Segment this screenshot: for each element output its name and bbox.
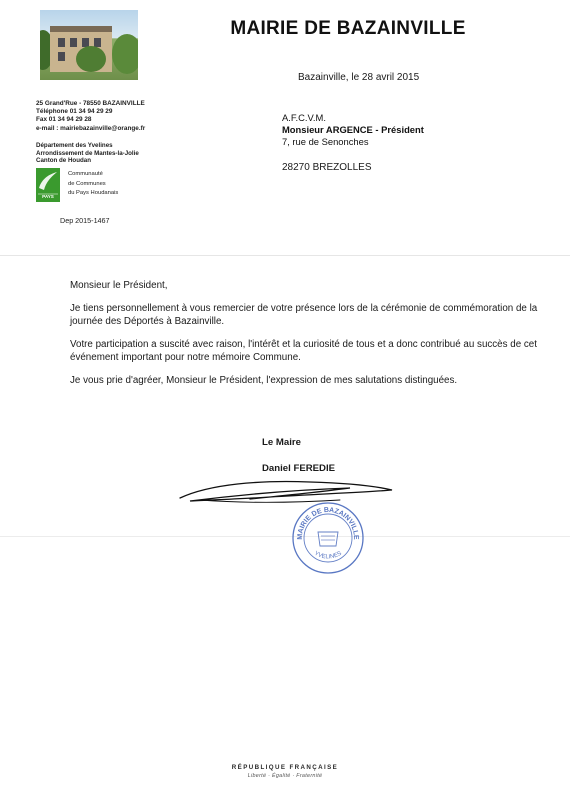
dept-line: Canton de Houdan bbox=[36, 157, 91, 165]
signatory-name: Daniel FEREDIE bbox=[262, 463, 336, 474]
department-info bbox=[36, 142, 139, 165]
signatory-title: Le Maire bbox=[262, 437, 301, 448]
community-info bbox=[68, 170, 118, 199]
fold-line bbox=[0, 536, 570, 537]
logo-label: PAYS bbox=[42, 194, 54, 199]
svg-text:MAIRIE DE BAZAINVILLE bbox=[297, 507, 359, 540]
community-line: Communauté bbox=[68, 171, 103, 177]
stamp-text: MAIRIE DE BAZAINVILLE bbox=[296, 506, 360, 540]
address-line: 25 Grand'Rue - 78550 BAZAINVILLE bbox=[36, 100, 145, 107]
body-paragraph: Je tiens personnellement à vous remercier de votre présence lors de la cérémonie de commémoration de la journée des Déportés à Bazainville. bbox=[70, 303, 538, 327]
sender-address bbox=[36, 100, 145, 133]
recipient-street: 7, rue de Senonches bbox=[282, 136, 369, 147]
footer-motto: Liberté · Égalité · Fraternité bbox=[247, 773, 323, 779]
letter-date: Bazainville, le 28 avril 2015 bbox=[298, 72, 420, 83]
recipient-name: Monsieur ARGENCE - Président bbox=[282, 124, 424, 135]
email-line: e-mail : mairiebazainville@orange.fr bbox=[36, 124, 146, 132]
phone-line: Téléphone 01 34 94 29 29 bbox=[36, 108, 113, 116]
official-stamp-seal bbox=[290, 500, 366, 576]
recipient-city: 28270 BREZOLLES bbox=[282, 162, 372, 173]
dept-line: Arrondissement de Mantes-la-Jolie bbox=[36, 149, 139, 157]
fold-line bbox=[0, 255, 570, 256]
salutation: Monsieur le Président, bbox=[70, 280, 168, 291]
town-hall-photo bbox=[40, 10, 138, 80]
community-line: de Communes bbox=[68, 180, 106, 187]
closing-paragraph: Je vous prie d'agréer, Monsieur le Président, l'expression de mes salutations distinguées. bbox=[70, 375, 458, 387]
community-line: du Pays Houdanais bbox=[68, 190, 119, 197]
page-title: MAIRIE DE BAZAINVILLE bbox=[230, 18, 466, 39]
letter-body bbox=[70, 280, 540, 398]
pays-houdanais-logo bbox=[36, 168, 60, 202]
recipient-block bbox=[282, 112, 424, 148]
recipient-org: A.F.C.V.M. bbox=[282, 112, 326, 123]
reference-number: Dep 2015-1467 bbox=[60, 216, 110, 225]
stamp-bottom-text: YVELINES bbox=[313, 550, 343, 561]
fax-line: Fax 01 34 94 29 28 bbox=[36, 116, 92, 124]
body-paragraph: Votre participation a suscité avec raison, l'intérêt et la curiosité de tous et a donc contribué au succès de cet événement important pour notre mémoire Commune. bbox=[70, 339, 537, 363]
svg-text:YVELINES bbox=[313, 551, 343, 561]
footer-republic: RÉPUBLIQUE FRANÇAISE bbox=[231, 764, 339, 771]
dept-line: Département des Yvelines bbox=[36, 142, 113, 149]
